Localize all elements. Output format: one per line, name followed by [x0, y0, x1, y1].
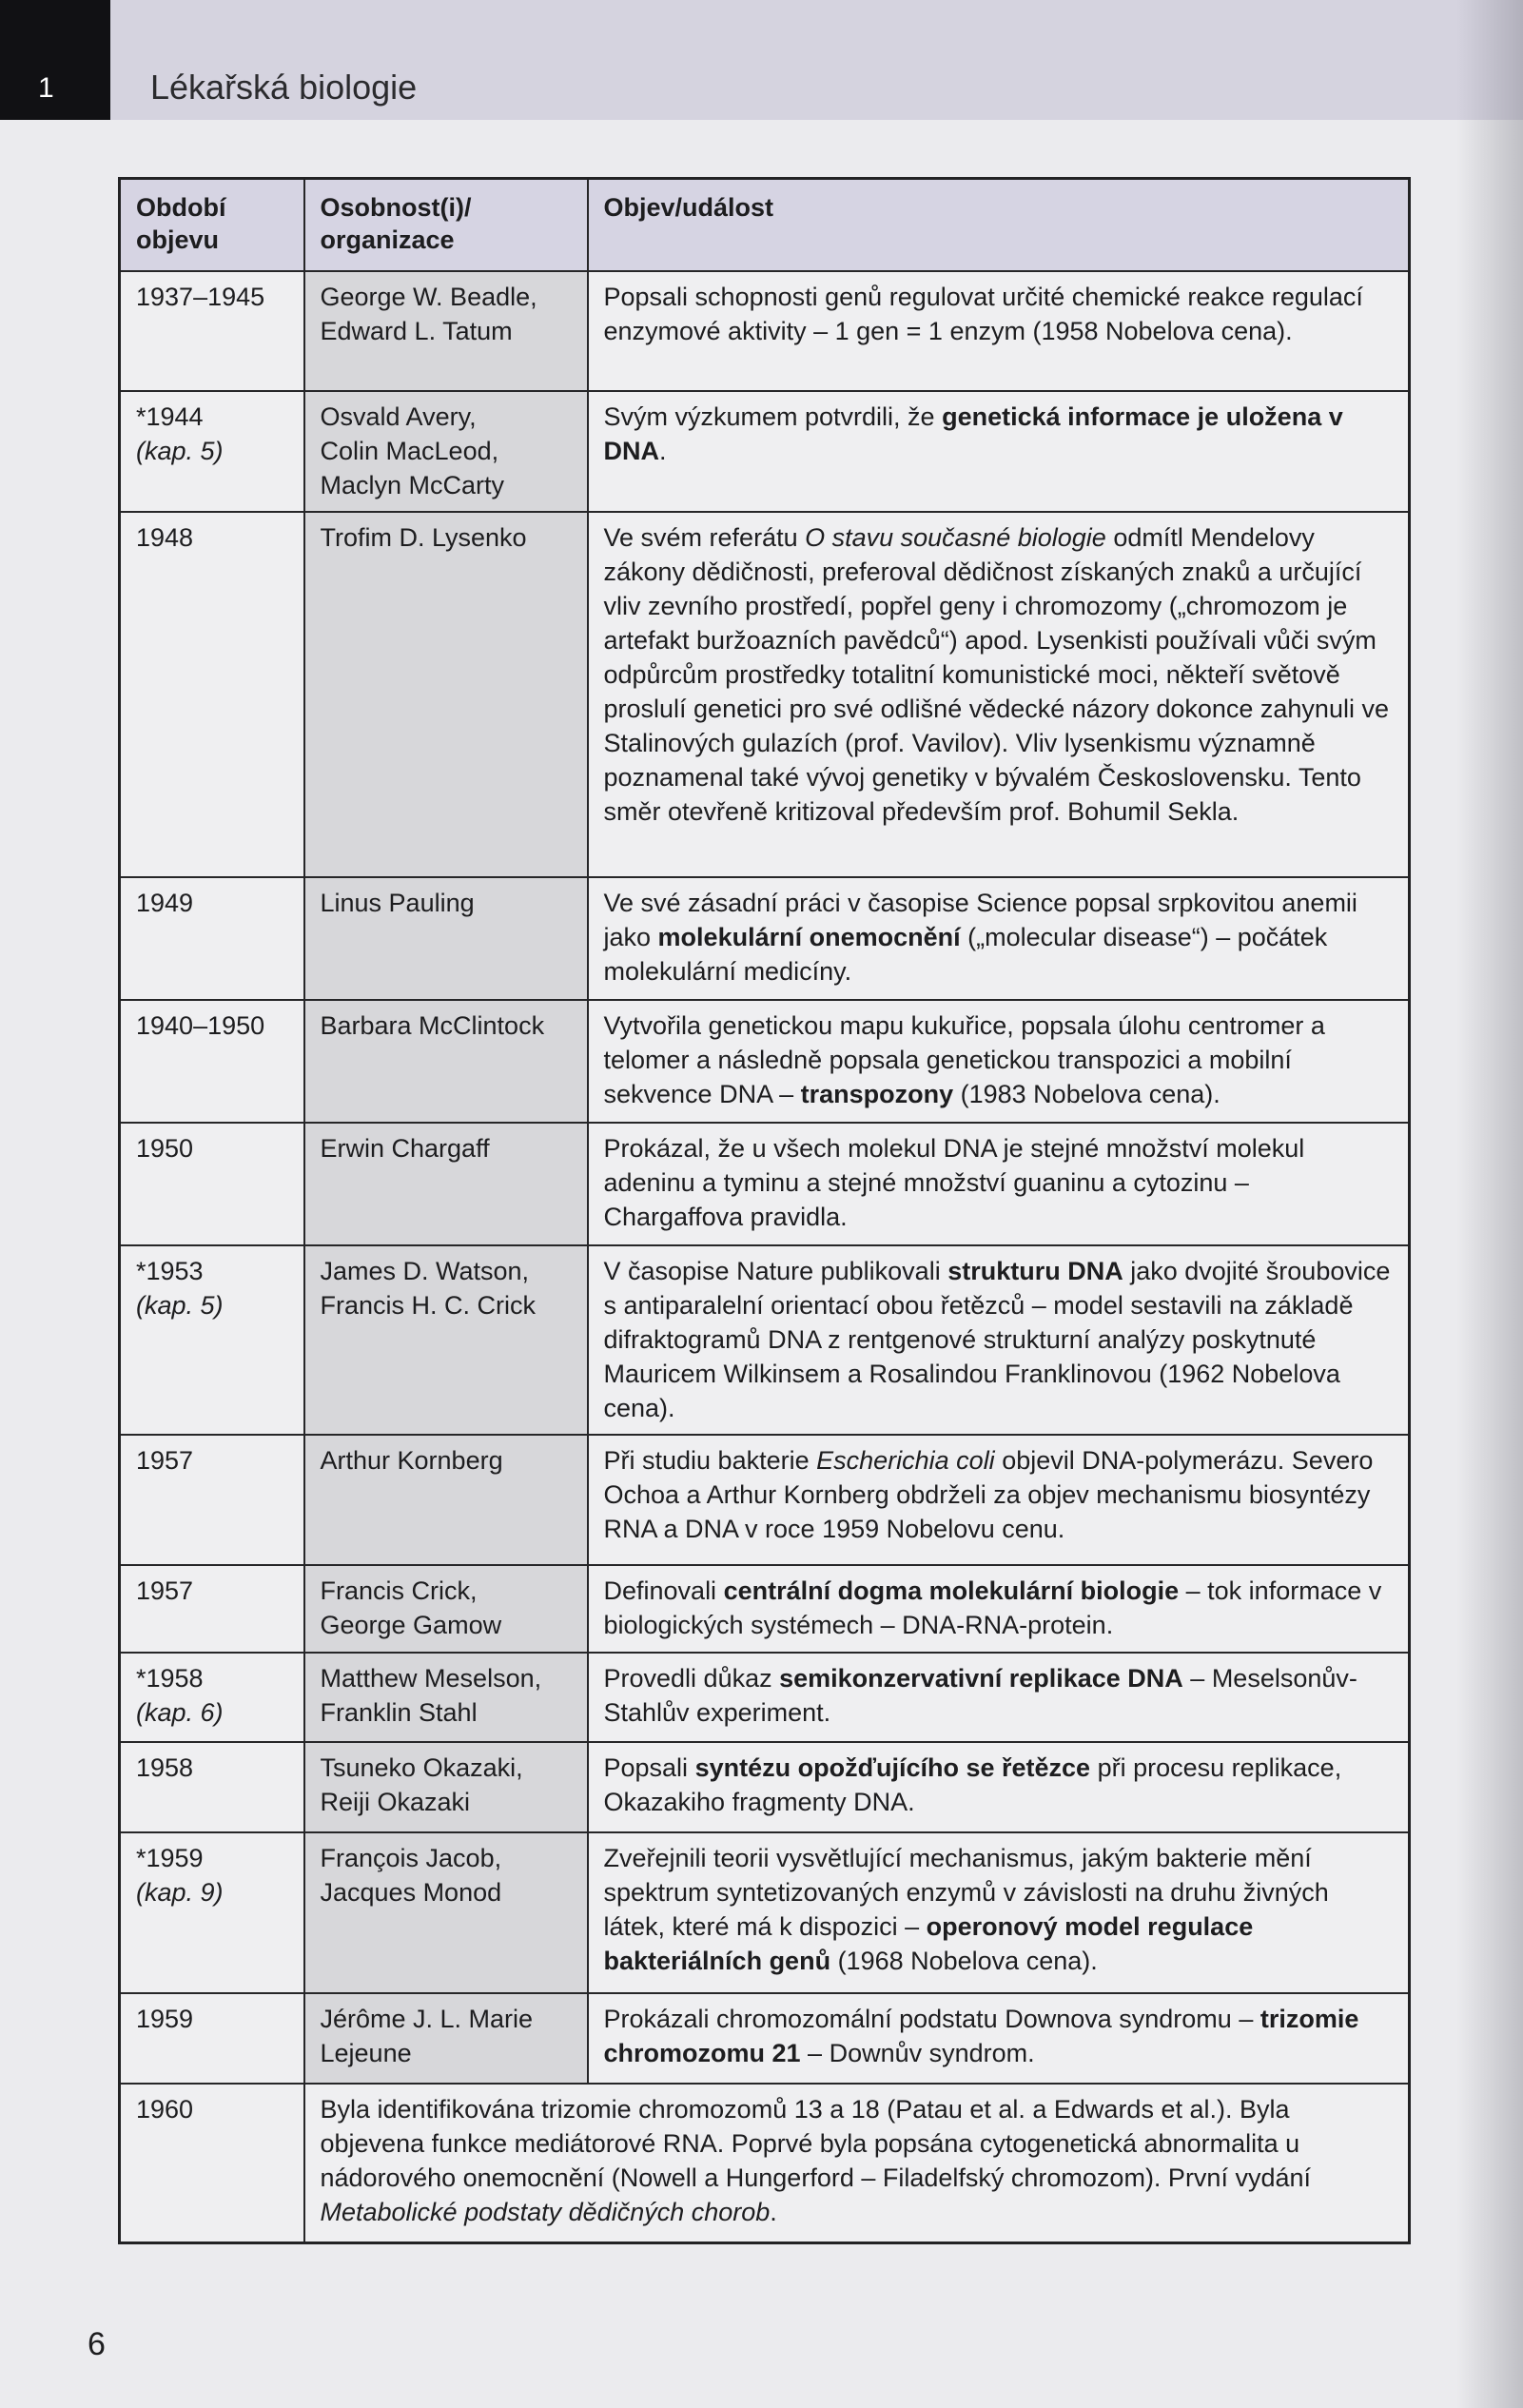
period-cell — [120, 1000, 304, 1123]
people-cell — [304, 1742, 588, 1832]
period-cell — [120, 877, 304, 1000]
people-cell — [304, 1123, 588, 1245]
table-body — [120, 271, 1410, 2243]
people-names: Osvald Avery, Colin MacLeod, Maclyn McCarty — [320, 401, 505, 499]
description-text: při procesu replikace, Okazakiho fragmenty DNA. — [603, 1752, 1342, 1816]
description-text: Definovali — [603, 1576, 724, 1605]
people-cell — [304, 1565, 588, 1653]
description-text: . — [659, 436, 667, 465]
description-cell — [588, 512, 1410, 877]
people-names: James D. Watson, Francis H. C. Crick — [320, 1256, 537, 1320]
description-cell — [304, 2084, 1410, 2243]
people-names: George W. Beadle, Edward L. Tatum — [320, 282, 537, 345]
description-text: jako dvojité šroubovice s antiparalelní orientací obou řetězců – model sestavili na základě difraktogramů DNA z rentgenové strukturní analýzy poskytnuté Mauricem Wilkinsem a Rosalindou Franklinovou (1962 Nobelova cena). — [603, 1256, 1391, 1422]
description-text: Ve svém referátu — [603, 522, 806, 552]
people-names: Erwin Chargaff — [320, 1133, 490, 1163]
people-cell — [304, 877, 588, 1000]
period-text: *1953 — [136, 1256, 204, 1285]
italic-text: Metabolické podstaty dědičných chorob — [320, 2197, 771, 2226]
table-header-row — [120, 179, 1410, 271]
description-text: („molecular disease“) – počátek molekulární medicíny. — [603, 922, 1328, 986]
chapter-reference: (kap. 6) — [136, 1697, 224, 1727]
period-cell — [120, 1653, 304, 1742]
chapter-reference: (kap. 9) — [136, 1877, 224, 1907]
table-row — [120, 1832, 1410, 1993]
people-names: François Jacob, Jacques Monod — [320, 1843, 502, 1907]
chapter-number-box — [0, 0, 110, 120]
people-cell — [304, 1245, 588, 1435]
column-header-discovery: Objev/událost — [588, 179, 1410, 271]
description-text: Zveřejnili teorii vysvětlující mechanismus, jakým bakterie mění spektrum syntetizovaných enzymů v závislosti na druhu živných látek, které má k dispozici – — [603, 1843, 1329, 1941]
description-text: Popsali — [603, 1752, 695, 1782]
people-names: Tsuneko Okazaki, Reiji Okazaki — [320, 1752, 523, 1816]
description-cell — [588, 1000, 1410, 1123]
description-text: Popsali schopnosti genů regulovat určité chemické reakce regulací enzymové aktivity – 1 gen = 1 enzym (1958 Nobelova cena). — [603, 282, 1363, 345]
description-text: Byla identifikována trizomie chromozomů 13 a 18 (Patau et al. a Edwards et al.). Byla objevena funkce mediátorové RNA. Poprvé byla popsána cytogenetická abnormalita u nádorového onemocnění (Nowell a Hungerford – Filadelfský chromozom). První vydání — [320, 2094, 1312, 2192]
period-cell — [120, 1742, 304, 1832]
period-cell — [120, 1123, 304, 1245]
description-text: – Downův syndrom. — [800, 2038, 1035, 2067]
period-cell — [120, 1435, 304, 1565]
table-row — [120, 1123, 1410, 1245]
description-cell — [588, 391, 1410, 512]
bold-text: transpozony — [800, 1079, 954, 1108]
chapter-number: 1 — [38, 72, 54, 104]
period-text: 1957 — [136, 1576, 194, 1605]
chapter-title: Lékařská biologie — [150, 68, 418, 107]
people-cell — [304, 1993, 588, 2084]
description-cell — [588, 1653, 1410, 1742]
bold-text: genetická informace je uložena v DNA — [603, 401, 1343, 465]
period-text: 1949 — [136, 888, 194, 917]
people-names: Barbara McClintock — [320, 1010, 545, 1040]
bold-text: operonový model regulace bakteriálních genů — [603, 1911, 1254, 1975]
description-text: odmítl Mendelovy zákony dědičnosti, preferoval dědičnost získaných znaků a určující vliv zevního prostředí, popřel geny i chromozomy („chromozom je artefakt buržoazních pavědců“) apod. Lysenkisti používali vůči svým odpůrcům prostředky totalitní komunistické moci, někteří světově proslulí genetici pro své odlišné vědecké názory dokonce zahynuli ve Stalinových gulazích (prof. Vavilov). Vliv lysenkismu významně poznamenal také vývoj genetiky v bývalém Československu. Tento směr otevřeně kritizoval především prof. Bohumil Sekla. — [603, 522, 1389, 826]
table-row — [120, 877, 1410, 1000]
description-text: – tok informace v biologických systémech – DNA-RNA-protein. — [603, 1576, 1382, 1639]
description-text: – Meselsonův-Stahlův experiment. — [603, 1663, 1357, 1727]
period-text: *1958 — [136, 1663, 204, 1693]
table-row — [120, 1565, 1410, 1653]
bold-text: semikonzervativní replikace DNA — [779, 1663, 1183, 1693]
column-header-people: Osobnost(i)/ organizace — [304, 179, 588, 271]
italic-text: O stavu současné biologie — [805, 522, 1106, 552]
period-text: 1957 — [136, 1445, 194, 1475]
description-text: Ve své zásadní práci v časopise Science popsal srpkovitou anemii jako — [603, 888, 1357, 951]
table-row — [120, 1245, 1410, 1435]
table-row — [120, 271, 1410, 391]
description-cell — [588, 1123, 1410, 1245]
description-cell — [588, 1832, 1410, 1993]
description-cell — [588, 1565, 1410, 1653]
people-cell — [304, 1653, 588, 1742]
description-cell — [588, 1742, 1410, 1832]
column-header-period: Období objevu — [120, 179, 304, 271]
page-number: 6 — [88, 2326, 106, 2362]
description-text: (1968 Nobelova cena). — [830, 1946, 1098, 1975]
people-names: Jérôme J. L. Marie Lejeune — [320, 2004, 534, 2067]
table-row — [120, 1435, 1410, 1565]
period-cell — [120, 2084, 304, 2243]
bold-text: trizomie chromozomu 21 — [603, 2004, 1359, 2067]
period-text: 1960 — [136, 2094, 194, 2124]
period-cell — [120, 271, 304, 391]
period-cell — [120, 391, 304, 512]
bold-text: strukturu DNA — [947, 1256, 1123, 1285]
people-names: Arthur Kornberg — [320, 1445, 503, 1475]
period-text: 1937–1945 — [136, 282, 265, 311]
table-row — [120, 1000, 1410, 1123]
discovery-timeline-table — [118, 177, 1411, 2244]
table-row — [120, 1653, 1410, 1742]
description-text: Svým výzkumem potvrdili, že — [603, 401, 943, 431]
period-cell — [120, 512, 304, 877]
period-text: *1959 — [136, 1843, 204, 1872]
description-cell — [588, 1993, 1410, 2084]
period-cell — [120, 1993, 304, 2084]
description-text: Prokázal, že u všech molekul DNA je stejné množství molekul adeninu a tyminu a stejné množství guaninu a cytozinu – Chargaffova pravidla. — [603, 1133, 1305, 1231]
description-text: Vytvořila genetickou mapu kukuřice, popsala úlohu centromer a telomer a následně popsala genetickou transpozici a mobilní sekvence DNA – — [603, 1010, 1325, 1108]
people-cell — [304, 1000, 588, 1123]
description-text: Provedli důkaz — [603, 1663, 780, 1693]
chapter-reference: (kap. 5) — [136, 1290, 224, 1320]
description-cell — [588, 271, 1410, 391]
description-text: (1983 Nobelova cena). — [953, 1079, 1220, 1108]
italic-text: Escherichia coli — [816, 1445, 995, 1475]
period-cell — [120, 1245, 304, 1435]
description-text: objevil DNA-polymerázu. Severo Ochoa a Arthur Kornberg obdrželi za objev mechanismu biosyntézy RNA a DNA v roce 1959 Nobelovu cenu. — [603, 1445, 1374, 1543]
table-row — [120, 391, 1410, 512]
period-text: *1944 — [136, 401, 204, 431]
bold-text: centrální dogma molekulární biologie — [723, 1576, 1180, 1605]
people-cell — [304, 512, 588, 877]
people-names: Linus Pauling — [320, 888, 475, 917]
period-text: 1958 — [136, 1752, 194, 1782]
people-names: Francis Crick, George Gamow — [320, 1576, 502, 1639]
period-cell — [120, 1832, 304, 1993]
description-cell — [588, 1435, 1410, 1565]
period-cell — [120, 1565, 304, 1653]
description-text: V časopise Nature publikovali — [603, 1256, 948, 1285]
bold-text: molekulární onemocnění — [657, 922, 961, 951]
description-text: Při studiu bakterie — [603, 1445, 817, 1475]
people-cell — [304, 1832, 588, 1993]
period-text: 1950 — [136, 1133, 194, 1163]
table-row — [120, 512, 1410, 877]
period-text: 1940–1950 — [136, 1010, 265, 1040]
period-text: 1948 — [136, 522, 194, 552]
table-row — [120, 2084, 1410, 2243]
page-edge-shadow — [1456, 0, 1523, 2408]
table-row — [120, 1742, 1410, 1832]
table-row — [120, 1993, 1410, 2084]
bold-text: syntézu opožďujícího se řetězce — [694, 1752, 1091, 1782]
period-text: 1959 — [136, 2004, 194, 2033]
description-text: . — [770, 2197, 777, 2226]
people-cell — [304, 391, 588, 512]
description-cell — [588, 877, 1410, 1000]
people-cell — [304, 1435, 588, 1565]
description-cell — [588, 1245, 1410, 1435]
chapter-reference: (kap. 5) — [136, 436, 224, 465]
description-text: Prokázali chromozomální podstatu Downova syndromu – — [603, 2004, 1260, 2033]
people-names: Matthew Meselson, Franklin Stahl — [320, 1663, 542, 1727]
people-cell — [304, 271, 588, 391]
table-header — [120, 179, 1410, 271]
people-names: Trofim D. Lysenko — [320, 522, 527, 552]
